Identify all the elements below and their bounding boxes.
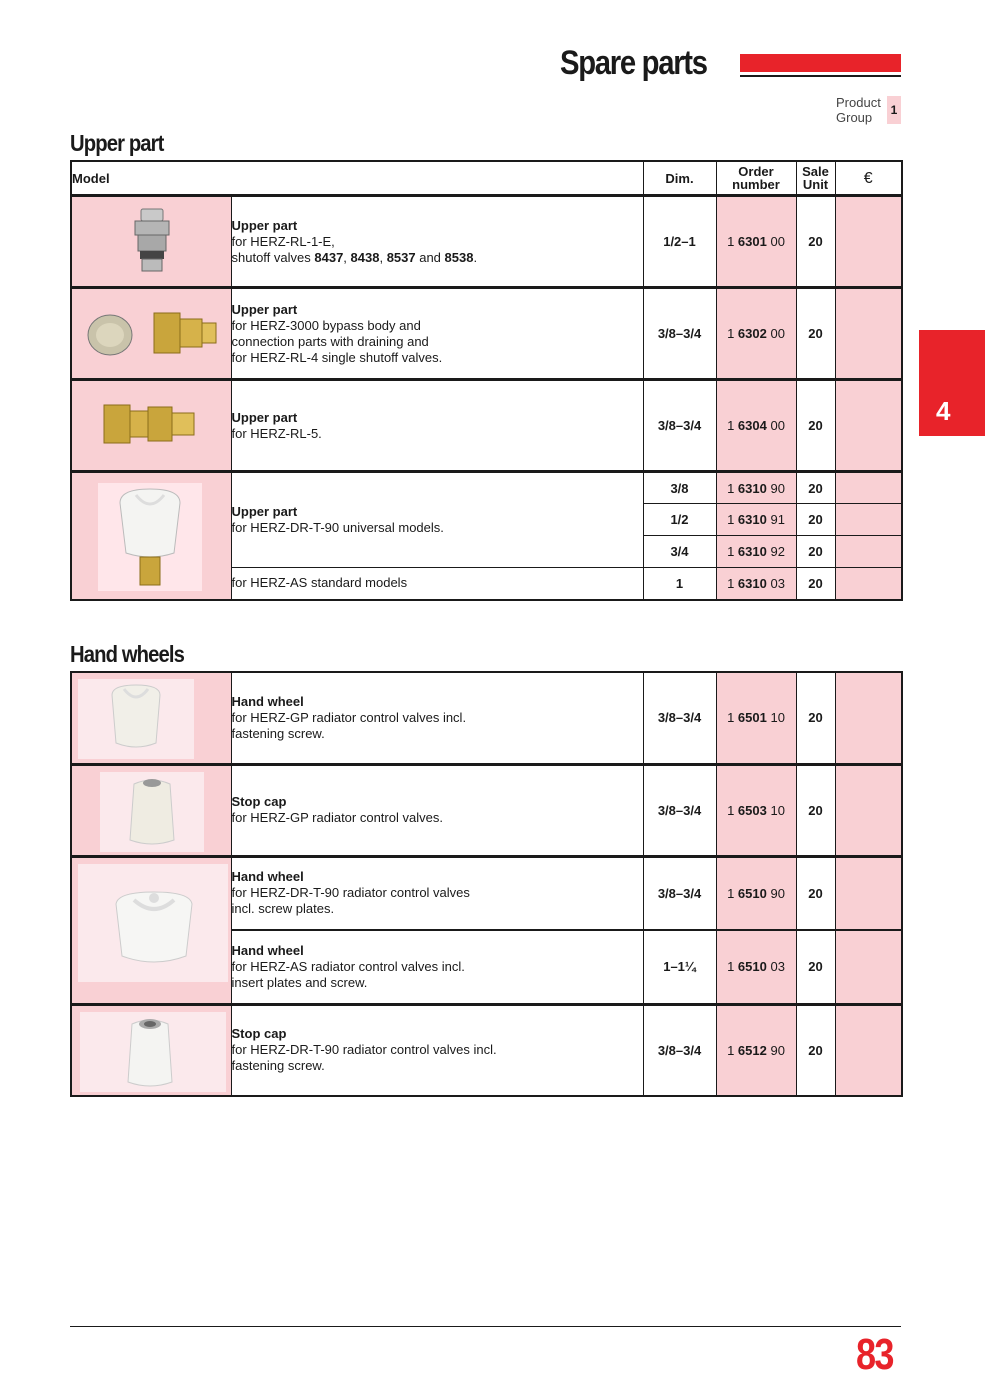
order-prefix: 1 (727, 544, 735, 559)
model-number: 8537 (386, 249, 416, 265)
model-number: 8538 (444, 249, 474, 265)
product-description (231, 672, 643, 764)
order-main: 6302 (737, 326, 767, 341)
price-cell (835, 568, 902, 600)
model-number: 8438 (350, 249, 380, 265)
order-suffix: 00 (770, 418, 785, 433)
order-main: 6301 (737, 234, 767, 249)
order-main: 6510 (737, 885, 767, 901)
product-description (231, 568, 643, 600)
order-number-cell (716, 856, 796, 930)
description-line: insert plates and screw. (231, 974, 368, 990)
column-header-model: Model (71, 161, 643, 196)
price-cell (835, 288, 902, 380)
product-name: Upper part (231, 504, 298, 519)
order-prefix: 1 (727, 575, 735, 591)
hand-wheels-table (70, 671, 903, 1097)
product-description (231, 930, 643, 1004)
order-prefix: 1 (727, 480, 735, 496)
chapter-tab (919, 330, 985, 436)
order-header-line2: number (732, 177, 780, 192)
order-suffix: 10 (770, 710, 785, 726)
order-number-cell (716, 504, 796, 536)
order-main: 6310 (737, 575, 767, 591)
table-row (71, 196, 902, 288)
description-line: for HERZ-DR-T-90 radiator control valves (231, 885, 470, 901)
text-run: . (473, 249, 478, 265)
stop-cap-image (80, 1012, 226, 1092)
table-row (71, 1004, 902, 1096)
upper-part-white-cap-image (98, 483, 202, 591)
table-row (71, 288, 902, 380)
page-title: Spare parts (560, 44, 707, 82)
title-underline (740, 75, 901, 77)
column-header-sale-unit (796, 161, 835, 196)
price-cell (835, 504, 902, 536)
order-prefix: 1 (727, 512, 735, 527)
order-prefix: 1 (727, 710, 735, 726)
order-header-line1: Order (738, 164, 774, 179)
order-prefix: 1 (727, 885, 735, 901)
product-name: Hand wheel (231, 693, 304, 709)
dim-cell: 3/8 (643, 472, 716, 504)
description-line: incl. screw plates. (231, 901, 335, 917)
order-suffix: 00 (770, 234, 785, 249)
sale-unit-cell: 20 (796, 1004, 835, 1096)
description-line: for HERZ-GP radiator control valves incl. (231, 709, 467, 725)
price-cell (835, 472, 902, 504)
sale-unit-cell: 20 (796, 504, 835, 536)
price-cell (835, 764, 902, 856)
product-image-cell (71, 672, 231, 764)
order-number-cell (716, 1004, 796, 1096)
sale-unit-cell: 20 (796, 764, 835, 856)
order-main: 6310 (737, 544, 767, 559)
price-cell (835, 536, 902, 568)
price-cell (835, 196, 902, 288)
product-description (231, 472, 643, 568)
product-name: Hand wheel (231, 869, 304, 885)
dim-cell: 1/2–1 (643, 196, 716, 288)
description-line: connection parts with draining and (231, 333, 429, 349)
description-line (232, 250, 643, 266)
product-image-cell (71, 856, 231, 1004)
text-run: , (343, 249, 351, 265)
dim-cell: 3/4 (643, 536, 716, 568)
title-accent-bar (740, 54, 901, 72)
order-suffix: 91 (770, 512, 785, 527)
upper-part-valve-image (127, 207, 177, 277)
description-line: for HERZ-RL-1-E, (231, 233, 335, 249)
sale-unit-cell: 20 (796, 930, 835, 1004)
section-heading-upper-part: Upper part (70, 130, 164, 156)
table-row (71, 672, 902, 764)
order-suffix: 90 (770, 885, 785, 901)
product-description (231, 1004, 643, 1096)
product-description (231, 288, 643, 380)
description-line: for HERZ-AS standard models (231, 575, 408, 591)
order-suffix: 90 (770, 480, 785, 496)
stop-cap-image (100, 772, 204, 852)
dim-cell: 3/8–3/4 (643, 380, 716, 472)
description-line: fastening screw. (231, 725, 325, 741)
dim-cell: 3/8–3/4 (643, 856, 716, 930)
description-line: fastening screw. (231, 1058, 325, 1074)
description-line: for HERZ-AS radiator control valves incl. (231, 958, 465, 974)
dim-cell: 3/8–3/4 (643, 288, 716, 380)
product-group-label-line1: Product (836, 95, 881, 110)
column-header-price: € (835, 161, 902, 196)
order-number-cell (716, 472, 796, 504)
dim-cell: 1 (643, 568, 716, 600)
order-suffix: 90 (770, 1042, 785, 1058)
order-suffix: 92 (770, 544, 785, 559)
product-name: Stop cap (231, 794, 287, 809)
product-image-cell (71, 196, 231, 288)
sale-unit-cell: 20 (796, 536, 835, 568)
order-main: 6501 (737, 710, 767, 726)
table-row (71, 380, 902, 472)
order-number-cell (716, 380, 796, 472)
sale-unit-cell: 20 (796, 380, 835, 472)
price-cell (835, 672, 902, 764)
order-main: 6304 (737, 418, 767, 433)
order-prefix: 1 (727, 418, 735, 433)
table-row (71, 764, 902, 856)
order-prefix: 1 (727, 1042, 735, 1058)
price-cell (835, 930, 902, 1004)
dim-cell: 1–1¼ (643, 930, 716, 1004)
description-line: for HERZ-DR-T-90 radiator control valves incl. (231, 1042, 497, 1058)
sale-unit-cell: 20 (796, 196, 835, 288)
table-row (71, 856, 902, 930)
product-image-cell (71, 764, 231, 856)
product-description (231, 764, 643, 856)
order-number-cell (716, 764, 796, 856)
order-number-cell (716, 536, 796, 568)
order-suffix: 03 (770, 959, 785, 975)
chapter-number: 4 (936, 396, 951, 426)
order-suffix: 03 (770, 575, 785, 591)
column-header-order (716, 161, 796, 196)
order-prefix: 1 (727, 802, 735, 818)
product-image-cell (71, 472, 231, 600)
upper-part-brass-image (102, 399, 197, 449)
order-prefix: 1 (727, 234, 735, 249)
order-suffix: 10 (770, 802, 785, 818)
product-name: Hand wheel (231, 942, 304, 958)
product-image-cell (71, 380, 231, 472)
order-prefix: 1 (727, 326, 735, 341)
product-description (231, 196, 643, 288)
dim-cell: 3/8–3/4 (643, 672, 716, 764)
dim-cell: 3/8–3/4 (643, 1004, 716, 1096)
order-main: 6503 (737, 802, 767, 818)
sale-unit-cell: 20 (796, 672, 835, 764)
price-cell (835, 856, 902, 930)
product-image-cell (71, 1004, 231, 1096)
table-header-row (71, 161, 902, 196)
table-row (71, 472, 902, 504)
description-line: for HERZ-GP radiator control valves. (231, 810, 443, 825)
product-name: Upper part (231, 217, 298, 233)
upper-part-brass-image (84, 303, 224, 363)
price-cell (835, 1004, 902, 1096)
product-name: Stop cap (231, 1026, 287, 1042)
product-description (231, 856, 643, 930)
description-line: for HERZ-RL-5. (231, 425, 322, 441)
sale-unit-cell: 20 (796, 856, 835, 930)
product-group-label-line2: Group (836, 110, 873, 125)
text-run: and (415, 249, 445, 265)
product-image-cell (71, 288, 231, 380)
product-description (231, 380, 643, 472)
sale-unit-cell: 20 (796, 472, 835, 504)
product-name: Upper part (231, 409, 298, 425)
upper-part-table (70, 160, 903, 601)
column-header-dim: Dim. (643, 161, 716, 196)
order-main: 6310 (737, 512, 767, 527)
dim-cell: 3/8–3/4 (643, 764, 716, 856)
order-number-cell (716, 568, 796, 600)
sale-header-line2: Unit (802, 177, 829, 192)
footer-rule (70, 1326, 901, 1327)
section-heading-hand-wheels: Hand wheels (70, 641, 185, 667)
description-line: for HERZ-3000 bypass body and (231, 317, 421, 333)
description-line: for HERZ-RL-4 single shutoff valves. (231, 349, 443, 365)
order-number-cell (716, 288, 796, 380)
sale-unit-cell: 20 (796, 288, 835, 380)
text-run: shutoff valves (231, 249, 315, 265)
order-main: 6510 (737, 959, 767, 975)
text-run: , (379, 249, 387, 265)
sale-header-line1: Sale (802, 164, 829, 179)
order-number-cell (716, 930, 796, 1004)
order-suffix: 00 (770, 326, 785, 341)
order-number-cell (716, 672, 796, 764)
order-prefix: 1 (727, 959, 735, 975)
dim-cell: 1/2 (643, 504, 716, 536)
price-cell (835, 380, 902, 472)
page-number: 83 (856, 1330, 893, 1379)
product-group-badge: 1 (887, 96, 901, 124)
sale-unit-cell: 20 (796, 568, 835, 600)
order-main: 6512 (737, 1042, 767, 1058)
product-name: Upper part (231, 301, 298, 317)
hand-wheel-image (78, 679, 194, 759)
order-main: 6310 (737, 480, 767, 496)
hand-wheel-image (78, 864, 228, 998)
model-number: 8437 (314, 249, 344, 265)
description-line: for HERZ-DR-T-90 universal models. (231, 520, 444, 535)
product-group-label (836, 95, 881, 125)
order-number-cell (716, 196, 796, 288)
